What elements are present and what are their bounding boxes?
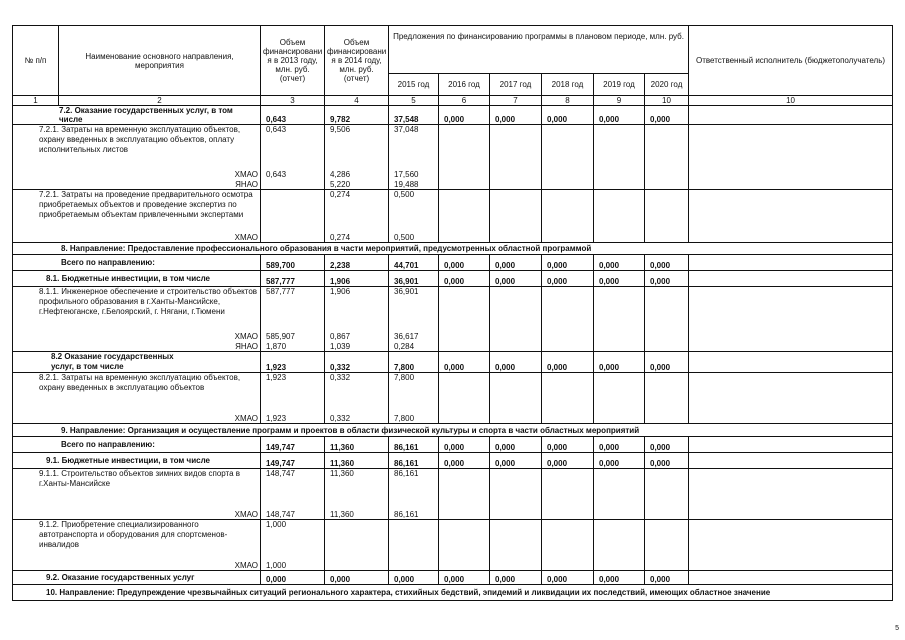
cell-2017: 0,000 [490, 437, 542, 453]
row-label: 9.2. Оказание государственных услуг [13, 571, 261, 585]
cell-2014: 2,238 [325, 255, 389, 271]
cell-2020: 0,000 [645, 271, 689, 287]
colnum: 7 [490, 96, 542, 106]
cell-2016: 0,000 [439, 453, 490, 469]
cell-2017: 0,000 [490, 453, 542, 469]
colnum: 2 [59, 96, 261, 106]
header-year-2018: 2018 год [542, 74, 594, 96]
header-responsible: Ответственный исполнитель (бюджетополучатель) [689, 26, 893, 96]
colnum: 10 [689, 96, 893, 106]
cell-2019: 0,000 [594, 106, 645, 125]
cell-2020: 0,000 [645, 106, 689, 125]
cell-2014: 9,506 [325, 125, 389, 167]
cell-2015: 0,284 [389, 341, 439, 352]
region-label: ЯНАО [13, 341, 261, 352]
cell-2013: 589,700 [261, 255, 325, 271]
row-label: 8.1. Бюджетные инвестиции, в том числе [13, 271, 261, 287]
colnum: 3 [261, 96, 325, 106]
cell-2014: 0,274 [325, 190, 389, 232]
cell-2015: 0,500 [389, 232, 439, 243]
cell-2018: 0,000 [542, 571, 594, 585]
table-row [13, 190, 893, 232]
direction-label: 10. Направление: Предупреждение чрезвычайных ситуаций регионального характера, стихийных бедствий, эпидемий и ликвидации их последствий, имеющих областное значение [13, 585, 893, 601]
table-row [13, 520, 893, 558]
region-label: ХМАО [13, 557, 261, 570]
colnum: 4 [325, 96, 389, 106]
cell-2013: 587,777 [261, 271, 325, 287]
header-vol-2014: Объем финансировани я в 2014 году, млн. руб. (отчет) [325, 26, 389, 96]
colnum: 6 [439, 96, 490, 106]
cell-2014: 0,000 [325, 571, 389, 585]
header-year-2020: 2020 год [645, 74, 689, 96]
cell-2014: 9,782 [325, 106, 389, 125]
cell-2014: 11,360 [325, 469, 389, 502]
cell-2016: 0,000 [439, 571, 490, 585]
cell-2018: 0,000 [542, 352, 594, 373]
direction-row [13, 424, 893, 437]
region-label: ХМАО [13, 410, 261, 423]
cell-2013: 148,747 [261, 469, 325, 502]
financing-table [12, 25, 893, 601]
cell-2013: 0,643 [261, 167, 325, 179]
cell-2020: 0,000 [645, 437, 689, 453]
row-label: 9.1. Бюджетные инвестиции, в том числе [13, 453, 261, 469]
colnum: 5 [389, 96, 439, 106]
table-row [13, 271, 893, 287]
row-label: 8.1.1. Инженерное обеспечение и строительство объектов профильного образования в г.Ханты-Мансийске, г.Нефтеюганске, г.Белоярский, г. Нягани, г.Тюмени [13, 287, 261, 329]
cell-2017: 0,000 [490, 271, 542, 287]
cell-2016: 0,000 [439, 255, 490, 271]
cell-2020: 0,000 [645, 255, 689, 271]
cell-2015: 7,800 [389, 410, 439, 423]
cell-2015: 36,617 [389, 329, 439, 341]
cell-2020: 0,000 [645, 571, 689, 585]
direction-row [13, 585, 893, 601]
cell-2014: 4,286 [325, 167, 389, 179]
cell-2016: 0,000 [439, 352, 490, 373]
cell-2015: 86,161 [389, 502, 439, 520]
header-vol-2013: Объем финансировани я в 2013 году, млн. руб. (отчет) [261, 26, 325, 96]
table-row [13, 469, 893, 502]
table-row [13, 437, 893, 453]
cell-2013: 149,747 [261, 437, 325, 453]
table-row [13, 571, 893, 585]
cell-2018: 0,000 [542, 255, 594, 271]
cell-2019: 0,000 [594, 437, 645, 453]
direction-label: 9. Направление: Организация и осуществление программ и проектов в области физической культуры и спорта в части областных мероприятий [13, 424, 893, 437]
row-label: Всего по направлению: [13, 437, 261, 453]
row-label: 9.1.1. Строительство объектов зимних видов спорта в г.Ханты-Мансийске [13, 469, 261, 502]
cell-2013: 0,643 [261, 125, 325, 167]
cell-2015: 19,488 [389, 179, 439, 190]
cell-2015: 7,800 [389, 373, 439, 411]
cell-2013: 0,643 [261, 106, 325, 125]
cell-2017: 0,000 [490, 255, 542, 271]
cell-2015: 0,000 [389, 571, 439, 585]
cell-2019: 0,000 [594, 271, 645, 287]
cell-2013: 1,000 [261, 520, 325, 558]
colnum: 8 [542, 96, 594, 106]
cell-2014: 1,906 [325, 287, 389, 329]
cell-2015: 36,901 [389, 271, 439, 287]
header-name: Наименование основного направления, мероприятия [59, 26, 261, 96]
direction-row [13, 243, 893, 255]
row-label: 7.2.1. Затраты на проведение предварительного осмотра приобретаемых объектов и проведение экспертиз по приобретаемым объектам привлеченными экспертами [13, 190, 261, 232]
row-label: 7.2. Оказание государственных услуг, в том числе [13, 106, 261, 125]
table-row [13, 287, 893, 329]
cell-2014: 0,332 [325, 373, 389, 411]
cell-2015: 17,560 [389, 167, 439, 179]
header-year-2017: 2017 год [490, 74, 542, 96]
cell-2019: 0,000 [594, 571, 645, 585]
region-label: ХМАО [13, 167, 261, 179]
direction-label: 8. Направление: Предоставление профессионального образования в части мероприятий, предусмотренных областной программой [13, 243, 893, 255]
cell-2014: 5,220 [325, 179, 389, 190]
cell-2018: 0,000 [542, 437, 594, 453]
cell-2015: 86,161 [389, 469, 439, 502]
header-year-2016: 2016 год [439, 74, 490, 96]
region-label: ЯНАО [13, 179, 261, 190]
row-label: 8.2.1. Затраты на временную эксплуатацию объектов, охрану введенных в эксплуатацию объектов [13, 373, 261, 411]
table-row [13, 125, 893, 167]
cell-2014: 11,360 [325, 437, 389, 453]
cell-2015: 37,548 [389, 106, 439, 125]
cell-2017: 0,000 [490, 106, 542, 125]
cell-2015: 86,161 [389, 437, 439, 453]
header-year-2019: 2019 год [594, 74, 645, 96]
cell-2013 [261, 179, 325, 190]
header-num: № п/п [13, 26, 59, 96]
row-label: 9.1.2. Приобретение специализированного автотранспорта и оборудования для спортсменов-инвалидов [13, 520, 261, 558]
page-number: 5 [895, 625, 899, 632]
cell-2013: 149,747 [261, 453, 325, 469]
cell-2014: 0,867 [325, 329, 389, 341]
cell-2015: 44,701 [389, 255, 439, 271]
column-number-row [13, 96, 893, 106]
table-row [13, 373, 893, 411]
cell-2015: 7,800 [389, 352, 439, 373]
cell-2014: 0,274 [325, 232, 389, 243]
cell-2013: 1,000 [261, 557, 325, 570]
cell-2014: 11,360 [325, 502, 389, 520]
cell-2015: 0,500 [389, 190, 439, 232]
cell-2020: 0,000 [645, 352, 689, 373]
region-label: ХМАО [13, 329, 261, 341]
cell-2018: 0,000 [542, 106, 594, 125]
cell-2014: 0,332 [325, 410, 389, 423]
cell-2018: 0,000 [542, 453, 594, 469]
cell-2014: 1,906 [325, 271, 389, 287]
cell-2013: 585,907 [261, 329, 325, 341]
cell-2019: 0,000 [594, 352, 645, 373]
cell-2016: 0,000 [439, 106, 490, 125]
table-row [13, 453, 893, 469]
table-row [13, 255, 893, 271]
row-label: 8.2 Оказание государственных услуг, в том числе [13, 352, 261, 373]
cell-2014: 11,360 [325, 453, 389, 469]
cell-2018: 0,000 [542, 271, 594, 287]
cell-2016: 0,000 [439, 437, 490, 453]
header-proposals: Предложения по финансированию программы в плановом периоде, млн. руб. [389, 26, 689, 74]
cell-2015: 37,048 [389, 125, 439, 167]
cell-2020: 0,000 [645, 453, 689, 469]
cell-2013: 0,000 [261, 571, 325, 585]
cell-2016: 0,000 [439, 271, 490, 287]
region-label: ХМАО [13, 502, 261, 520]
cell-2017: 0,000 [490, 352, 542, 373]
cell-2017: 0,000 [490, 571, 542, 585]
cell-2013: 148,747 [261, 502, 325, 520]
cell-2019: 0,000 [594, 255, 645, 271]
table-row [13, 352, 893, 373]
cell-2013: 587,777 [261, 287, 325, 329]
region-label: ХМАО [13, 232, 261, 243]
colnum: 10 [645, 96, 689, 106]
table-row [13, 106, 893, 125]
cell-2019: 0,000 [594, 453, 645, 469]
cell-2013: 1,923 [261, 352, 325, 373]
cell-2014: 1,039 [325, 341, 389, 352]
cell-2014: 0,332 [325, 352, 389, 373]
cell-2013: 1,923 [261, 373, 325, 411]
row-label: Всего по направлению: [13, 255, 261, 271]
cell-2013: 1,870 [261, 341, 325, 352]
cell-2015: 36,901 [389, 287, 439, 329]
colnum: 9 [594, 96, 645, 106]
cell-2013: 1,923 [261, 410, 325, 423]
cell-2015: 86,161 [389, 453, 439, 469]
row-label: 7.2.1. Затраты на временную эксплуатацию объектов, охрану введенных в эксплуатацию объектов, оплату исполнительных листов [13, 125, 261, 167]
header-year-2015: 2015 год [389, 74, 439, 96]
colnum: 1 [13, 96, 59, 106]
